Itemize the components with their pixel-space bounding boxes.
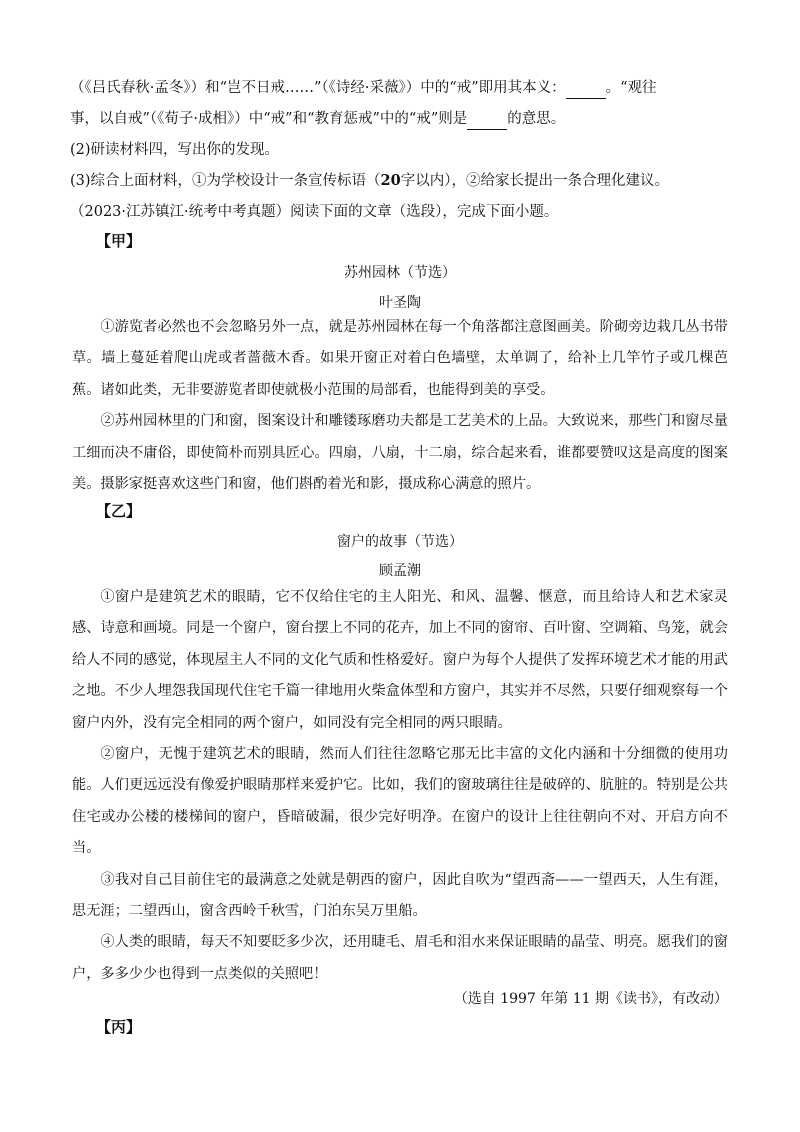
question-3-text: (3)综合上面材料，①为学校设计一条宣传标语（ [70,173,381,189]
paragraph: ④人类的眼睛，每天不知要眨多少次，还用睫毛、眉毛和泪水来保证眼睛的晶莹、明亮。愿我们的窗户，多多少少也得到一点类似的关照吧！ [72,934,728,982]
source-citation: （选自 1997 年第 11 期《读书》，有改动） [453,991,728,1007]
question-line-1 [70,78,730,99]
question-3 [70,171,730,191]
section-tag-bing: 【丙】 [96,1018,142,1036]
paragraph: ①游览者必然也不会忽略另外一点，就是苏州园林在每一个角落都注意图画美。阶砌旁边栽几丛书带草。墙上蔓延着爬山虎或者蔷薇木香。如果开窗正对着白色墙壁，太单调了，给补上几竿竹子或几棵芭蕉。诸如此类，无非要游览者即使就极小范围的局部看，也能得到美的享受。 [72,319,728,398]
section-body-jia [72,312,728,500]
question-text: （《吕氏春秋·孟冬》）和“岂不日戒……”（《诗经·采薇》）中的“戒”即用其本义： [70,80,566,96]
section-author-yi: 顾孟潮 [379,563,421,579]
source-intro: （2023·江苏镇江·统考中考真题）阅读下面的文章（选段），完成下面小题。 [70,204,559,220]
section-tag-jia: 【甲】 [96,232,142,250]
paragraph: ②苏州园林里的门和窗，图案设计和雕镂琢磨功夫都是工艺美术的上品。大致说来，那些门和窗尽量工细而决不庸俗，即使简朴而别具匠心。四扇，八扇，十二扇，综合起来看，谁都要赞叹这是高度的图案美。摄影家挺喜欢这些门和窗，他们斟酌着光和影，摄成称心满意的照片。 [72,413,728,493]
question-text: 事，以自戒”（《荀子·成相》）中“戒”和“教育惩戒”中的“戒”则是 [70,111,468,127]
section-title-yi: 窗户的故事（节选） [337,534,463,550]
answer-blank-2[interactable] [467,109,507,130]
question-line-2 [70,109,730,130]
section-tag-yi: 【乙】 [96,502,142,520]
paragraph: ②窗户，无愧于建筑艺术的眼睛，然而人们往往忽略它那无比丰富的文化内涵和十分细微的使用功能。人们更远远没有像爱护眼睛那样来爱护它。比如，我们的窗玻璃往往是破碎的、肮脏的。特别是公共住宅或办公楼的楼梯间的窗户，昏暗破漏，很少完好明净。在窗户的设计上往往朝向不对、开启方向不当。 [72,746,728,857]
section-body-yi [72,582,728,990]
paragraph: ①窗户是建筑艺术的眼睛，它不仅给住宅的主人阳光、和风、温馨、惬意，而且给诗人和艺术家灵感、诗意和画境。同是一个窗户，窗台摆上不同的花卉，加上不同的窗帘、百叶窗、空调箱、鸟笼，就会给人不同的感觉，体现屋主人不同的文化气质和性格爱好。窗户为每个人提供了发挥环境艺术才能的用武之地。不少人埋怨我国现代住宅千篇一律地用火柴盒体型和方窗户，其实并不尽然，只要仔细观察每一个窗户内外，没有完全相同的两个窗户，如同没有完全相同的两只眼睛。 [72,589,728,731]
section-author-jia: 叶圣陶 [379,295,421,311]
answer-blank-1[interactable] [566,78,606,99]
section-title-jia: 苏州园林（节选） [344,265,456,281]
question-3-text-end: 字以内），②给家长提出一条合理化建议。 [400,173,669,189]
question-text: 的意思。 [507,111,566,127]
question-text: 。“观往 [605,80,657,96]
question-2: (2)研读材料四，写出你的发现。 [70,142,280,158]
question-3-number: 20 [380,172,401,189]
paragraph: ③我对自己目前住宅的最满意之处就是朝西的窗户，因此自吹为“望西斋——一望西天，人生有涯，思无涯；二望西山，窗含西岭千秋雪，门泊东吴万里船。 [72,871,728,920]
